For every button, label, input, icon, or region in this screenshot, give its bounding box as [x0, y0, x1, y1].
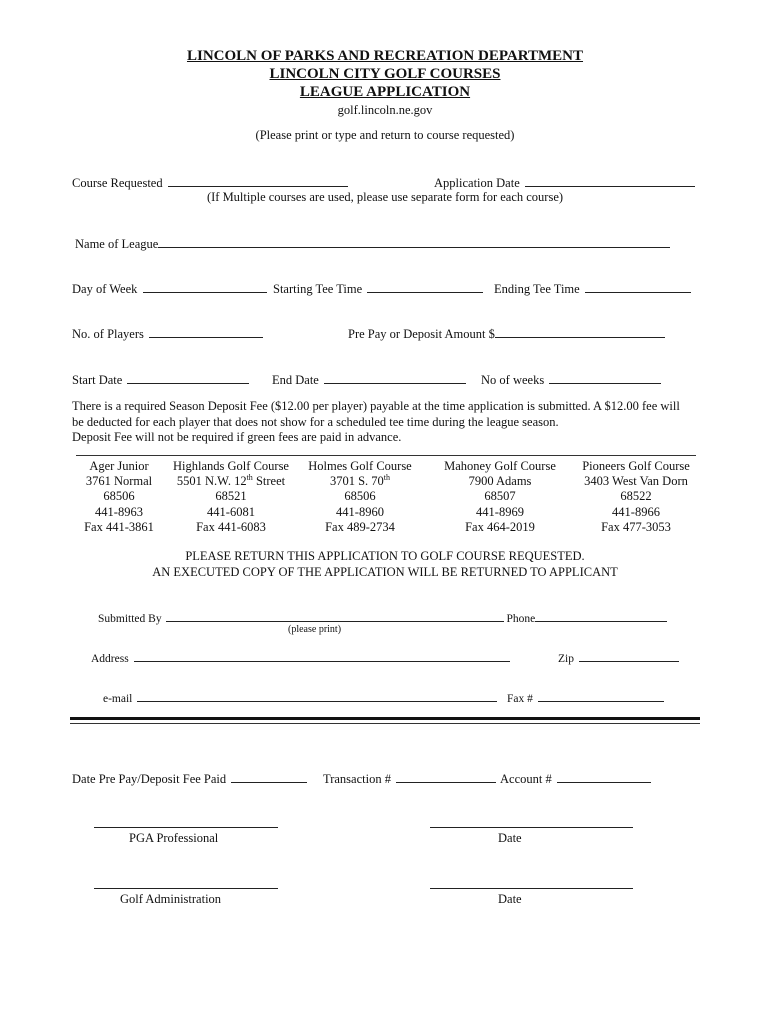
section-divider-thick: [70, 717, 700, 720]
instruction-text: (Please print or type and return to course requested): [255, 128, 515, 142]
course-phone: 441-8966: [612, 504, 660, 519]
starting-tee-field[interactable]: [367, 281, 483, 293]
course-mahoney: [438, 459, 562, 535]
application-date-label: Application Date: [434, 176, 520, 190]
course-holmes: [300, 459, 420, 535]
please-print-note: (please print): [288, 624, 342, 635]
address-label: Address: [91, 653, 129, 665]
application-date-row: [434, 175, 697, 191]
course-zip: 68506: [103, 489, 135, 504]
courses-title: LINCOLN CITY GOLF COURSES: [269, 66, 501, 82]
multiple-courses-note: (If Multiple courses are used, please use separate form for each course): [206, 190, 564, 204]
email-field[interactable]: [137, 690, 497, 702]
submitted-by-label: Submitted By: [98, 613, 162, 625]
course-fax: Fax 441-6083: [196, 519, 266, 534]
ending-tee-label: Ending Tee Time: [494, 282, 580, 296]
street-text: 3403 West Van Dorn: [584, 474, 688, 489]
deposit-note-line-2: be deducted for each player that does not show for a scheduled tee time during the league season.: [72, 414, 559, 429]
address-field[interactable]: [134, 650, 510, 662]
pga-label: PGA Professional: [129, 831, 219, 845]
start-date-field[interactable]: [127, 372, 249, 384]
course-fax: Fax 464-2019: [465, 519, 535, 534]
course-name: Mahoney Golf Course: [444, 459, 556, 473]
form-title: LEAGUE APPLICATION: [299, 84, 471, 100]
course-fax: Fax 477-3053: [601, 519, 671, 534]
admin-date-line[interactable]: [430, 888, 633, 889]
admin-label: Golf Administration: [120, 892, 222, 906]
start-date-row: [72, 372, 251, 388]
zip-label: Zip: [558, 653, 574, 665]
start-date-label: Start Date: [72, 373, 123, 387]
weeks-row: [481, 372, 663, 388]
deposit-field[interactable]: [495, 326, 665, 338]
transaction-field[interactable]: [396, 771, 496, 783]
website-text: golf.lincoln.ne.gov: [337, 103, 433, 117]
day-of-week-row: [72, 281, 269, 297]
zip-row: [558, 650, 681, 665]
ending-tee-field[interactable]: [585, 281, 691, 293]
zip-field[interactable]: [579, 650, 679, 662]
transaction-row: [323, 771, 498, 787]
course-name: Ager Junior: [89, 459, 149, 473]
weeks-field[interactable]: [549, 372, 661, 384]
course-street: [438, 474, 562, 489]
account-row: [500, 771, 653, 787]
email-row: [103, 690, 499, 705]
course-requested-label: Course Requested: [72, 176, 163, 190]
fax-row: [507, 690, 666, 705]
course-phone: 441-8960: [336, 504, 384, 519]
course-fax: Fax 489-2734: [325, 519, 395, 534]
course-zip: 68522: [620, 489, 652, 504]
admin-signature-line[interactable]: [94, 888, 278, 889]
submitted-by-field[interactable]: [166, 610, 504, 622]
end-date-label: End Date: [272, 373, 319, 387]
email-label: e-mail: [103, 693, 133, 705]
ending-tee-row: [494, 281, 693, 297]
department-title: LINCOLN OF PARKS AND RECREATION DEPARTMENT: [186, 48, 584, 64]
street-text: 3701 S. 70: [329, 474, 384, 489]
weeks-label: No of weeks: [481, 373, 545, 387]
return-notice-1: PLEASE RETURN THIS APPLICATION TO GOLF COURSE REQUESTED.: [185, 549, 585, 563]
end-date-row: [272, 372, 468, 388]
fax-field[interactable]: [538, 690, 664, 702]
course-name: Pioneers Golf Course: [582, 459, 690, 473]
date-paid-row: [72, 771, 309, 787]
course-phone: 441-8969: [476, 504, 524, 519]
street-text: 7900 Adams: [468, 474, 532, 489]
fax-label: Fax #: [507, 693, 533, 705]
course-ager: [74, 459, 164, 535]
players-field[interactable]: [149, 326, 263, 338]
account-label: Account #: [500, 772, 552, 786]
street-text: 3761 Normal: [85, 474, 153, 489]
starting-tee-row: [273, 281, 485, 297]
street-text: 5501 N.W. 12: [176, 474, 247, 489]
application-date-field[interactable]: [525, 175, 695, 187]
course-zip: 68507: [484, 489, 516, 504]
players-row: [72, 326, 265, 342]
course-requested-row: [72, 175, 350, 191]
day-of-week-label: Day of Week: [72, 282, 138, 296]
course-phone: 441-8963: [95, 504, 143, 519]
street-suffix-sup: th: [383, 473, 391, 483]
date-paid-field[interactable]: [231, 771, 307, 783]
phone-label: Phone: [506, 613, 536, 625]
pga-signature-line[interactable]: [94, 827, 278, 828]
league-name-label: Name of League: [75, 237, 159, 251]
course-phone: 441-6081: [207, 504, 255, 519]
starting-tee-label: Starting Tee Time: [273, 282, 363, 296]
divider-line: [76, 455, 696, 456]
date-paid-label: Date Pre Pay/Deposit Fee Paid: [72, 772, 227, 786]
course-name: Holmes Golf Course: [308, 459, 412, 473]
submitted-by-row: [98, 610, 669, 625]
course-street: [168, 474, 294, 489]
return-notice-2: AN EXECUTED COPY OF THE APPLICATION WILL BE RETURNED TO APPLICANT: [152, 565, 618, 579]
address-row: [91, 650, 512, 665]
deposit-label: Pre Pay or Deposit Amount $: [348, 327, 495, 341]
deposit-note-line-3: Deposit Fee will not be required if green fees are paid in advance.: [72, 430, 402, 444]
course-street: [300, 474, 420, 489]
course-fax: Fax 441-3861: [84, 519, 154, 534]
course-name: Highlands Golf Course: [173, 459, 289, 473]
street-suffix-sup: th: [246, 473, 253, 483]
pga-date-label: Date: [498, 831, 522, 845]
deposit-note-line-1: There is a required Season Deposit Fee ($12.00 per player) payable at the time application is submitted. A $12.00 fee will: [72, 399, 680, 413]
account-field[interactable]: [557, 771, 651, 783]
phone-field[interactable]: [535, 610, 667, 622]
league-name-row: [75, 236, 672, 252]
course-street: [574, 474, 698, 489]
transaction-label: Transaction #: [323, 772, 391, 786]
course-pioneers: [574, 459, 698, 535]
course-zip: 68521: [215, 489, 247, 504]
admin-date-label: Date: [498, 892, 522, 906]
end-date-field[interactable]: [324, 372, 466, 384]
course-zip: 68506: [344, 489, 376, 504]
course-street: [74, 474, 164, 489]
deposit-row: [348, 326, 667, 342]
deposit-fee-note: [72, 399, 702, 446]
day-of-week-field[interactable]: [143, 281, 267, 293]
players-label: No. of Players: [72, 327, 144, 341]
course-requested-field[interactable]: [168, 175, 348, 187]
pga-date-line[interactable]: [430, 827, 633, 828]
course-highlands: [168, 459, 294, 535]
section-divider-thin: [70, 723, 700, 724]
street-suffix: Street: [252, 474, 286, 489]
league-name-field[interactable]: [158, 236, 670, 248]
